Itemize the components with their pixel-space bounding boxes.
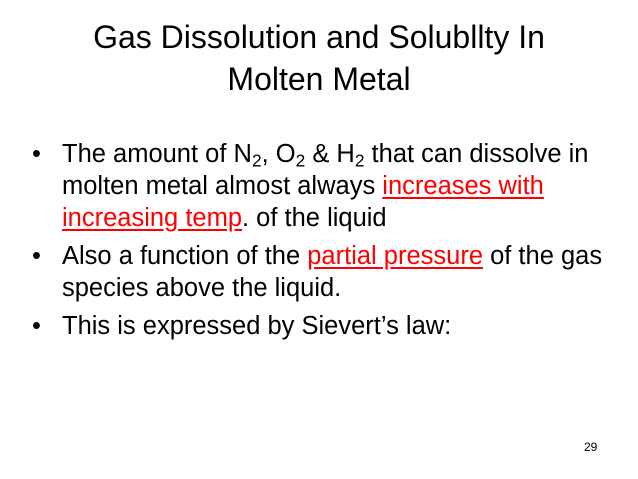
page-number: 29	[584, 440, 598, 454]
highlighted-text: increases with increasing temp	[62, 172, 544, 232]
bullet-marker: •	[32, 312, 41, 340]
subscript: 2	[354, 150, 365, 171]
bullet-text: & H	[305, 140, 355, 168]
bullet-item-partial-pressure	[30, 240, 610, 304]
subscript: 2	[295, 150, 306, 171]
title-line-2: Molten Metal	[227, 61, 411, 97]
bullet-item-sieverts-law	[30, 310, 610, 342]
bullet-text: , O	[261, 140, 296, 168]
bullet-item-gas-amount	[30, 138, 610, 234]
bullet-text: that can dissolve in molten metal almost always	[62, 140, 589, 200]
subscript: 2	[251, 150, 262, 171]
bullet-text: The amount of N	[62, 140, 252, 168]
title-line-1: Gas Dissolution and Solubllty In	[93, 19, 545, 55]
slide-title	[30, 16, 608, 100]
bullet-text: . of the liquid	[242, 204, 387, 232]
bullet-text: This is expressed by Sievert’s law:	[62, 312, 452, 340]
bullet-marker: •	[32, 140, 41, 168]
highlighted-text: partial pressure	[307, 242, 483, 270]
bullet-text: of the gas species above the liquid.	[62, 242, 603, 302]
bullet-text: Also a function of the	[62, 242, 308, 270]
bullet-marker: •	[32, 242, 41, 270]
bullet-list	[30, 138, 610, 348]
